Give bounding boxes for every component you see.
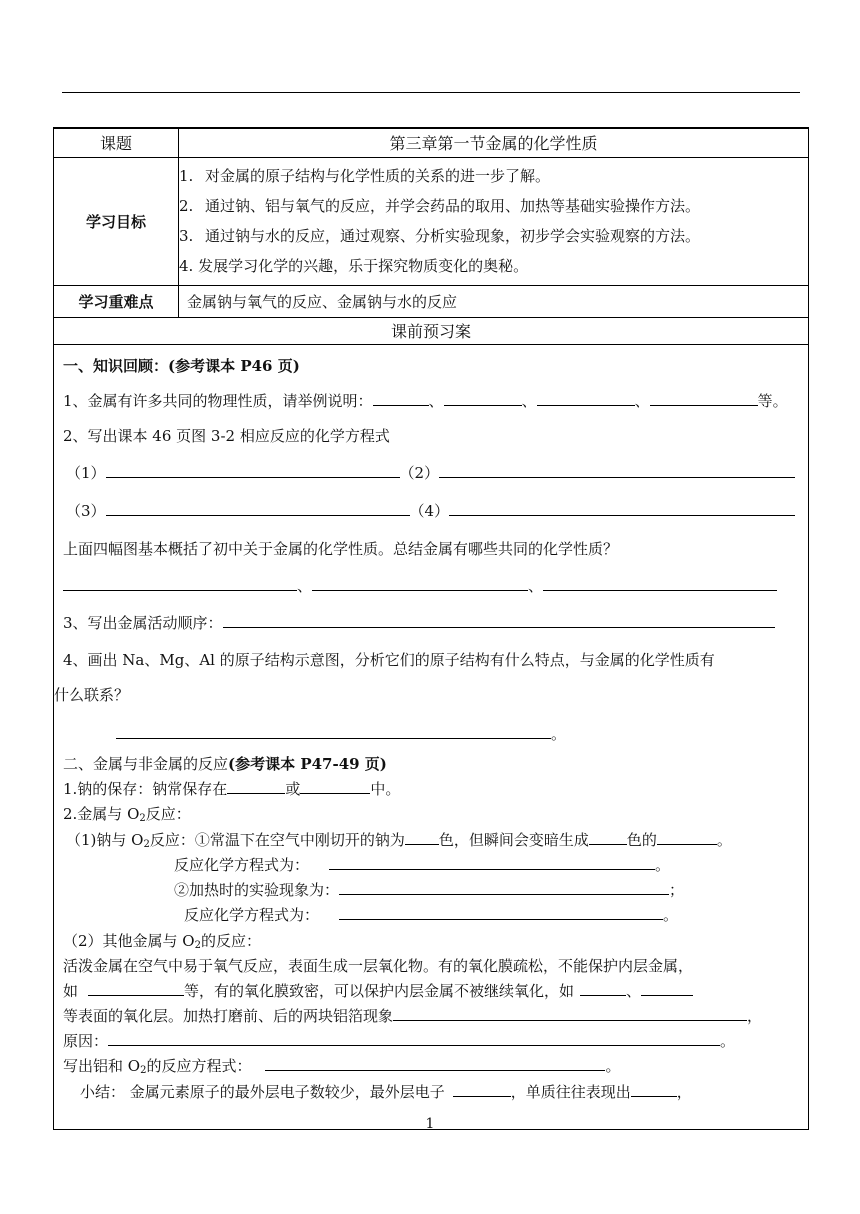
goal-item: 2. 通过钠、铝与氧气的反应，并学会药品的取用、加热等基础实验操作方法。 [179, 197, 701, 215]
answer-blank[interactable] [373, 391, 429, 406]
answer-blank[interactable] [393, 1006, 747, 1021]
answer-blank[interactable] [312, 576, 528, 591]
answer-blank[interactable] [265, 1056, 605, 1071]
q4-line-1: 4、画出 Na、Mg、Al 的原子结构示意图，分析它们的原子结构有什么特点，与金属的化学性质有 [63, 650, 715, 669]
header-rule [62, 92, 800, 93]
answer-blank[interactable] [106, 501, 410, 516]
goal-item: 1. 对金属的原子结构与化学性质的关系的进一步了解。 [179, 167, 551, 185]
para-line-3: 等表面的氧化层。加热打磨前、后的两块铝箔现象 ， [63, 1006, 763, 1025]
worksheet-table [53, 127, 809, 1130]
para-line-1: 活泼金属在空气中易于氧气反应，表面生成一层氧化物。有的氧化膜疏松，不能保护内层金属， [63, 956, 694, 975]
answer-blank[interactable] [589, 830, 627, 845]
topic-label: 课题 [54, 128, 179, 157]
goals-label: 学习目标 [54, 157, 179, 285]
answer-blank[interactable] [580, 981, 626, 996]
summary-line: 上面四幅图基本概括了初中关于金属的化学性质。总结金属有哪些共同的化学性质？ [63, 539, 619, 558]
key-row [54, 285, 809, 317]
para-line-2: 如 等，有的氧化膜致密，可以保护内层金属不被继续氧化，如 、 [63, 980, 693, 1001]
answer-blank[interactable] [227, 779, 285, 794]
eq2-line: 反应化学方程式为： 。 [184, 905, 679, 924]
goals-list [179, 157, 809, 285]
topic-value: 第三章第一节金属的化学性质 [179, 128, 809, 157]
goal-item: 4. 发展学习化学的兴趣，乐于探究物质变化的奥秘。 [179, 257, 529, 275]
q1-line: 1、金属有许多共同的物理性质，请举例说明： 、 、 、 等。 [63, 391, 788, 410]
body-row [54, 344, 809, 1129]
heat-line: ②加热时的实验现象为： ； [174, 880, 685, 899]
answer-blank[interactable] [116, 724, 551, 739]
answer-blank[interactable] [339, 905, 663, 920]
answer-blank[interactable] [537, 391, 635, 406]
answer-blank[interactable] [449, 501, 795, 516]
part2-heading: 二、金属与非金属的反应(参考课本 P47-49 页) [63, 754, 387, 773]
eq-line-1: （1） （2） [66, 462, 795, 483]
answer-blank[interactable] [439, 463, 795, 478]
answer-blank[interactable] [300, 779, 370, 794]
answer-blank[interactable] [329, 855, 655, 870]
answer-blank[interactable] [339, 880, 669, 895]
eq1-line: 反应化学方程式为： 。 [174, 855, 671, 874]
part1-heading: 一、知识回顾：(参考课本 P46 页) [63, 356, 300, 375]
answer-blank[interactable] [88, 981, 184, 996]
s1-line: （1)钠与 $O_2$反应：①常温下在空气中刚切开的钠为 色，但瞬间会变暗生成 色的 。 [66, 830, 732, 850]
goal-item: 3. 通过钠与水的反应，通过观察、分析实验现象，初步学会实验观察的方法。 [179, 227, 701, 245]
reason-line: 原因： 。 [63, 1031, 736, 1050]
s2-line: （2）其他金属与 $O_2$的反应： [63, 931, 262, 951]
q4-answer-line: 。 [116, 723, 566, 744]
eq-line-2: （3） （4） [66, 500, 795, 521]
answer-blank[interactable] [631, 1082, 677, 1097]
summary2-line: 小结： 金属元素原子的最外层电子数较少，最外层电子 ，单质往往表现出 ， [80, 1082, 692, 1101]
page-number: 1 [425, 1116, 435, 1132]
worksheet-body [54, 344, 809, 1129]
answer-blank[interactable] [63, 576, 297, 591]
answer-blank[interactable] [444, 391, 522, 406]
answer-blank[interactable] [543, 576, 777, 591]
goals-row [54, 157, 809, 285]
answer-blank[interactable] [106, 463, 400, 478]
q2-line: 2、写出课本 46 页图 3-2 相应反应的化学方程式 [63, 426, 390, 445]
section-title-row [54, 317, 809, 344]
answer-blank[interactable] [641, 981, 693, 996]
answer-blank[interactable] [657, 830, 717, 845]
p2-line: 2.金属与 $O_2$反应： [63, 804, 191, 824]
key-value: 金属钠与氧气的反应、金属钠与水的反应 [179, 285, 809, 317]
topic-row [54, 128, 809, 157]
p1-line: 1.钠的保存：钠常保存在 或 中。 [63, 779, 401, 798]
answer-blank[interactable] [108, 1031, 720, 1046]
answer-blank[interactable] [223, 613, 775, 628]
section-title: 课前预习案 [54, 317, 809, 344]
al-line: 写出铝和 $O_2$的反应方程式： 。 [63, 1056, 621, 1076]
answer-blank[interactable] [453, 1082, 511, 1097]
q3-line: 3、写出金属活动顺序： [63, 612, 775, 633]
answer-blank[interactable] [650, 391, 758, 406]
answer-blank[interactable] [405, 830, 439, 845]
q4-line-2: 什么联系？ [54, 685, 130, 704]
properties-line: 、 、 [63, 575, 777, 596]
key-label: 学习重难点 [54, 285, 179, 317]
